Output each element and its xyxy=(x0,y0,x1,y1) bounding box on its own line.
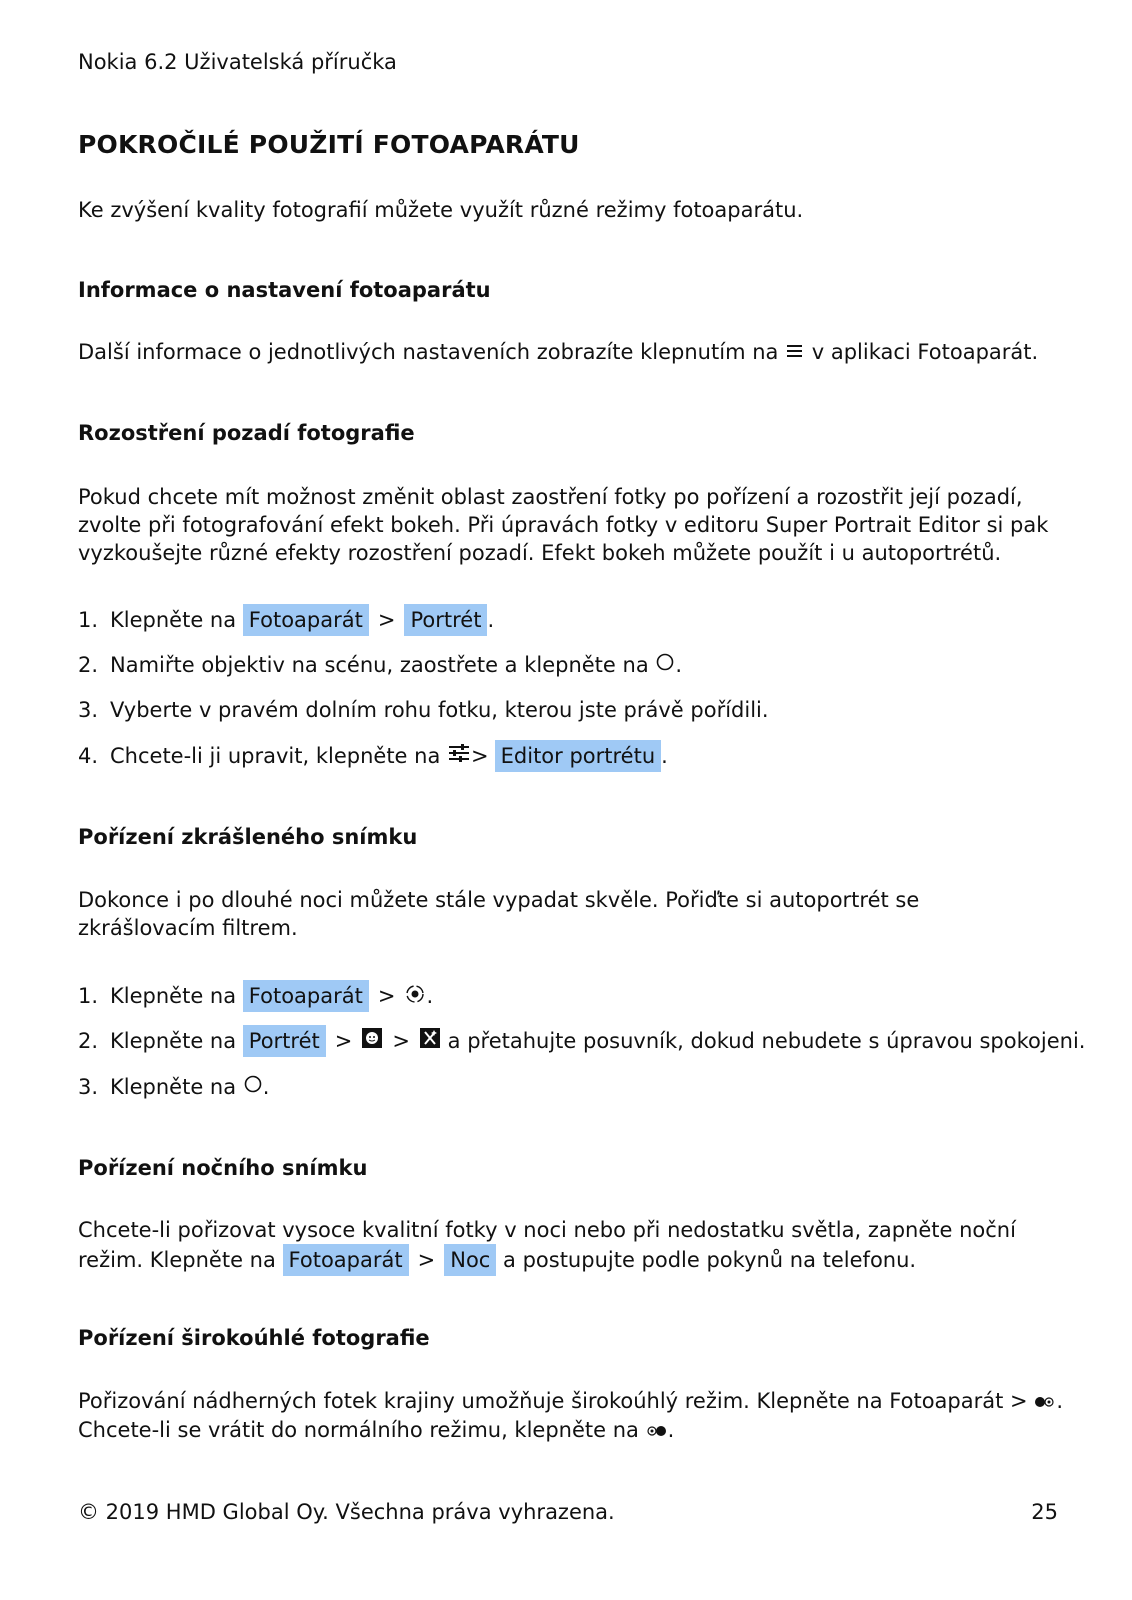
settings-paragraph xyxy=(78,338,1058,367)
step-end: . xyxy=(262,1075,270,1099)
separator: > xyxy=(377,984,396,1008)
switch-camera-icon xyxy=(404,980,426,1014)
beauty-step-2 xyxy=(78,1024,1085,1059)
step-end: . xyxy=(675,653,683,677)
step-text: Klepněte na xyxy=(110,1029,237,1053)
wide-text-1: Pořizování nádherných fotek krajiny umožňuje širokoúhlý režim. Klepněte na Fotoaparát > xyxy=(78,1389,1028,1413)
step-text: Namiřte objektiv na scénu, zaostřete a klepněte na xyxy=(110,653,649,677)
step-number: 2. xyxy=(78,653,99,677)
bokeh-step-2 xyxy=(78,648,682,683)
step-text: Vyberte v pravém dolním rohu fotku, kterou jste právě pořídili. xyxy=(110,698,769,722)
night-line-2 xyxy=(78,1244,1058,1276)
settings-heading: Informace o nastavení fotoaparátu xyxy=(78,278,491,302)
night-line-1: Chcete-li pořizovat vysoce kvalitní fotky v noci nebo při nedostatku světla, zapněte noční xyxy=(78,1218,1016,1242)
portrait-editor-link[interactable]: Editor portrétu xyxy=(495,740,662,772)
wide-line-2-end: . xyxy=(667,1418,675,1442)
step-end: . xyxy=(426,984,434,1008)
step-number: 3. xyxy=(78,698,99,722)
wide-line-1 xyxy=(78,1387,1063,1416)
settings-text-after: v aplikaci Fotoaparát. xyxy=(811,340,1039,364)
portrait-mode-link[interactable]: Portrét xyxy=(243,1025,326,1057)
step-text-after: a přetahujte posuvník, dokud nebudete s úpravou spokojeni. xyxy=(447,1029,1086,1053)
portrait-mode-link[interactable]: Portrét xyxy=(404,604,487,636)
adjust-sliders-icon xyxy=(447,740,471,774)
step-text: Chcete-li ji upravit, klepněte na xyxy=(110,744,441,768)
wide-paragraph xyxy=(78,1387,1063,1445)
step-number: 2. xyxy=(78,1029,99,1053)
bokeh-step-1 xyxy=(78,603,494,637)
step-number: 1. xyxy=(78,984,99,1008)
beauty-step-1 xyxy=(78,979,433,1014)
wide-line-2 xyxy=(78,1416,1058,1445)
separator: > xyxy=(417,1248,436,1272)
separator: > xyxy=(471,744,489,768)
separator: > xyxy=(334,1029,353,1053)
wide-text-2: Chcete-li se vrátit do normálního režimu, klepněte na xyxy=(78,1418,639,1442)
menu-icon xyxy=(785,339,805,367)
settings-text-before: Další informace o jednotlivých nastaveních zobrazíte klepnutím na xyxy=(78,340,779,364)
step-number: 3. xyxy=(78,1075,99,1099)
separator: > xyxy=(377,608,396,632)
night-paragraph xyxy=(78,1216,1058,1276)
camera-app-link[interactable]: Fotoaparát xyxy=(283,1244,409,1276)
night-heading: Pořízení nočního snímku xyxy=(78,1156,368,1180)
step-text: Klepněte na xyxy=(110,984,237,1008)
wide-line-1-end: . xyxy=(1056,1389,1063,1413)
bokeh-step-3 xyxy=(78,693,769,727)
camera-app-link[interactable]: Fotoaparát xyxy=(243,980,369,1012)
beauty-paragraph: Dokonce i po dlouhé noci můžete stále vypadat skvěle. Pořiďte si autoportrét se zkrášlovacím filtrem. xyxy=(78,888,920,940)
step-number: 1. xyxy=(78,608,99,632)
step-end: . xyxy=(661,744,668,768)
bokeh-heading: Rozostření pozadí fotografie xyxy=(78,421,415,445)
step-number: 4. xyxy=(78,744,99,768)
wide-heading: Pořízení širokoúhlé fotografie xyxy=(78,1326,430,1350)
shutter-icon xyxy=(243,1071,263,1105)
bokeh-paragraph: Pokud chcete mít možnost změnit oblast zaostření fotky po pořízení a rozostřit její pozadí, zvolte při fotografování efekt bokeh. Při úpravách fotky v editoru Super Portrait Editor si pak vyzkoušejte různé efekty rozostření pozadí. Efekt bokeh můžete použít i u autoportrétů. xyxy=(78,485,1049,565)
step-text: Klepněte na xyxy=(110,1075,237,1099)
night-mode-link[interactable]: Noc xyxy=(444,1244,496,1276)
page-title: POKROČILÉ POUŽITÍ FOTOAPARÁTU xyxy=(78,130,580,159)
bokeh-step-4 xyxy=(78,739,668,774)
step-text: Klepněte na xyxy=(110,608,237,632)
document-header: Nokia 6.2 Uživatelská příručka xyxy=(78,50,397,74)
beauty-step-3 xyxy=(78,1070,269,1105)
beauty-filter-icon xyxy=(419,1025,441,1059)
step-end: . xyxy=(487,608,495,632)
beauty-heading: Pořízení zkrášleného snímku xyxy=(78,825,418,849)
footer-copyright: © 2019 HMD Global Oy. Všechna práva vyhrazena. xyxy=(78,1500,615,1524)
camera-app-link[interactable]: Fotoaparát xyxy=(243,604,369,636)
shutter-icon xyxy=(655,649,675,683)
night-text-after: a postupujte podle pokynů na telefonu. xyxy=(503,1248,917,1272)
page-number: 25 xyxy=(1031,1500,1058,1524)
night-text-before: režim. Klepněte na xyxy=(78,1248,276,1272)
intro-paragraph: Ke zvýšení kvality fotografií můžete využít různé režimy fotoaparátu. xyxy=(78,198,804,222)
separator: > xyxy=(392,1029,410,1053)
wide-angle-on-icon xyxy=(1034,1388,1056,1416)
beauty-face-icon xyxy=(361,1025,383,1059)
wide-angle-off-icon xyxy=(646,1417,668,1445)
